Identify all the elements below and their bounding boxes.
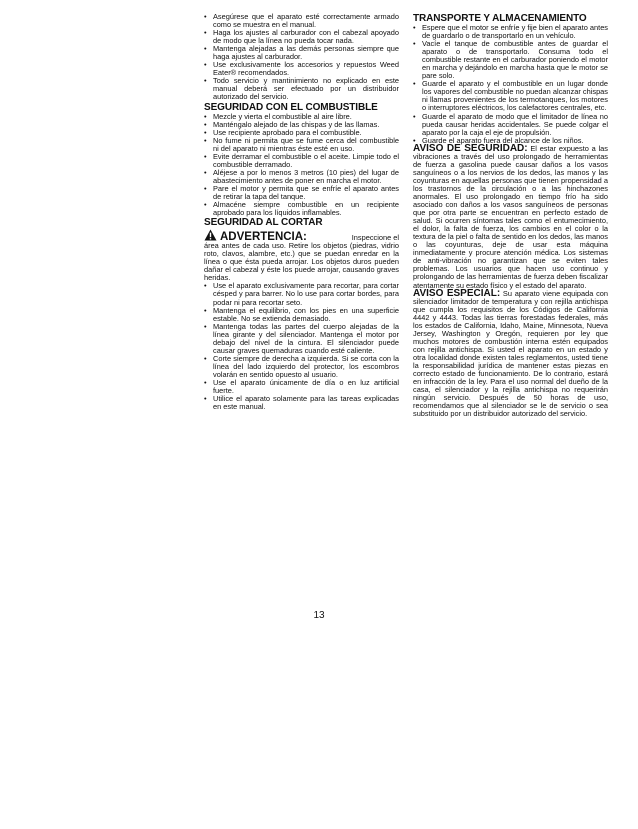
list-item: • Vacíe el tanque de combustible antes de guardar el aparato o de transportarlo. Consuma todo el combustible restante en el carburador poniendo el motor en marcha y dejándolo en marcha hasta que le motor se pare solo. [413, 40, 608, 80]
transport-bullet-list [413, 24, 608, 145]
list-item: • Asegúrese que el aparato esté correctamente armado como se muestra en el manual. [204, 13, 399, 29]
list-item: • Mantenga alejadas a las demás personas siempre que haga ajustes al carburador. [204, 45, 399, 61]
left-column [204, 13, 399, 411]
list-item: • Mantenga el equilibrio, con los pies en una superficie estable. No se extienda demasiado. [204, 307, 399, 323]
list-item: • Manténgalo alejado de las chispas y de las llamas. [204, 121, 399, 129]
list-item: • Use el aparato únicamente de día o en luz artificial fuerte. [204, 379, 399, 395]
list-item: • Use recipiente aprobado para el combustible. [204, 129, 399, 137]
safety-notice-lead: AVISO DE SEGURIDAD: [413, 142, 528, 154]
list-item: • Utilice el aparato solamente para las tareas explicadas en este manual. [204, 395, 399, 411]
warning-header [204, 228, 399, 242]
cutting-safety-heading: SEGURIDAD AL CORTAR [204, 217, 323, 229]
list-item: • Guarde el aparato fuera del alcance de los niños. [413, 137, 608, 145]
list-item: • Mezcle y vierta el combustible al aire libre. [204, 113, 399, 121]
list-item: • Guarde el aparato y el combustible en un lugar donde los vapores del combustible no puedan alcanzar chispas ni llamas provenientes de los termotanques, los motores o interruptores eléctricos, los calefactores centrales, etc. [413, 80, 608, 112]
page-number: 13 [313, 610, 325, 621]
warning-title: ADVERTENCIA: [220, 231, 307, 244]
list-item: • Mantenga todas las partes del cuerpo alejadas de la línea girante y del silenciador. Mantenga el motor por debajo del nivel de la cintura. El silenciador puede causar graves quemaduras cuando esté caliente. [204, 323, 399, 355]
warning-text: área antes de cada uso. Retire los objetos (piedras, vidrio roto, clavos, alambre, etc.) que se puedan enredar en la línea o que ésta pueda arrojar. Los objetos duros pueden dañar el cabezal y éste los puede arrojar, causando graves heridas. [204, 241, 399, 283]
list-item: • Todo servicio y mantinimiento no explicado en este manual deberá ser efectuado por un distribuidor autorizado del servicio. [204, 77, 399, 101]
list-item: • Pare el motor y permita que se enfríe el aparato antes de retirar la tapa del tanque. [204, 185, 399, 201]
cutting-bullet-list [204, 282, 399, 411]
right-column [413, 13, 608, 418]
fuel-safety-heading: SEGURIDAD CON EL COMBUSTIBLE [204, 101, 378, 113]
setup-bullet-list [204, 13, 399, 102]
list-item: • Haga los ajustes al carburador con el cabezal apoyado de modo que la línea no pueda tocar nada. [204, 29, 399, 45]
list-item: • Corte siempre de derecha a izquierda. Si se corta con la línea del lado izquierdo del protector, los escombros volarán en sentido opuesto al usuario. [204, 355, 399, 379]
list-item: • Use el aparato exclusivamente para recortar, para cortar césped y para barrer. No lo use para cortar bordes, para podar ni para recortar seto. [204, 282, 399, 306]
transport-storage-heading: TRANSPORTE Y ALMACENAMIENTO [413, 13, 587, 24]
list-item: • Aléjese a por lo menos 3 metros (10 pies) del lugar de abastecimiento antes de poner en marcha el motor. [204, 169, 399, 185]
list-item: • No fume ni permita que se fume cerca del combustible ni del aparato ni mientras éste esté en uso. [204, 137, 399, 153]
safety-notice-text: El estar expuesto a las vibraciones a través del uso prolongado de herramientas de fuerza a gasolina puede causar daños a los vasos sanguíneos o a los nervios de los dedos, las manos y las coyunturas en aquellas personas que tienen propensidad a los trastornos de la circulación o a las hinchazones anormales. El uso prolongado en tiempo frío ha sido asociado con daños a los vasos sanguíneos de personas que por otra parte se encuentran en perfecto estado de salud. Si ocurren síntomas tales como el entumecimiento, el dolor, la falta de fuerza, los cambios en el color o la textura de la piel o falta de sentido en los dedos, las manos o las coyunturas, deje de usar esta máquina inmediatamente y procure atención médica. Los sistemas de anti-vibración no garantizan que se eviten tales problemas. Los usuarios que hacen uso continuo y prolongando de las herramientas de fuerza deben fiscalizar atentamente su estado físico y el estado del aparato. [413, 143, 608, 290]
warning-lead: Inspeccione el [351, 233, 399, 243]
list-item: • Use exclusivamente los accesorios y repuestos Weed Eater® recomendados. [204, 61, 399, 77]
fuel-bullet-list [204, 113, 399, 218]
safety-notice [413, 142, 608, 290]
special-notice [413, 287, 608, 419]
list-item: • Guarde el aparato de modo que el limitador de línea no pueda causar heridas accidentales. Se puede colgar el aparato por la caja el eje de propulsión. [413, 113, 608, 137]
special-notice-text: Su aparato viene equipada con silenciador limitador de temperatura y con rejilla antichispa que cumpla los requisitos de los Códigos de California 4442 y 4443. Todas las tierras forestadas federales, más los estados de California, Idaho, Maine, Minnesota, Nueva Jersey, Washington y Oregón, requieren por ley que muchos motores de combustión interna estén equipados con rejilla antichispa. Si usted el aparato en un estado y otra localidad donde existen tales reglamentos, usted tiene la responsabilidad jurídica de mantener estas piezas en correcto estado de funcionamiento. De lo contrario, estará en infracción de la ley. Para el uso normal del dueño de la casa, el silenciador y la rejilla antichispa no requerirán ningún servicio. Después de 50 horas de uso, recomendamos que al silenciador se le de servicio o sea substituido por un distribuidor autorizado del servicio. [413, 288, 608, 419]
list-item: • Espere que el motor se enfríe y fije bien el aparato antes de guardarlo o de transportarlo en un vehículo. [413, 24, 608, 40]
warning-triangle-icon [204, 229, 217, 241]
list-item: • Evite derramar el combustible o el aceite. Limpie todo el combustible derramado. [204, 153, 399, 169]
list-item: • Almacéne siempre combustible en un recipiente aprobado para los líquidos inflamables. [204, 201, 399, 217]
special-notice-lead: AVISO ESPECIAL: [413, 287, 501, 299]
